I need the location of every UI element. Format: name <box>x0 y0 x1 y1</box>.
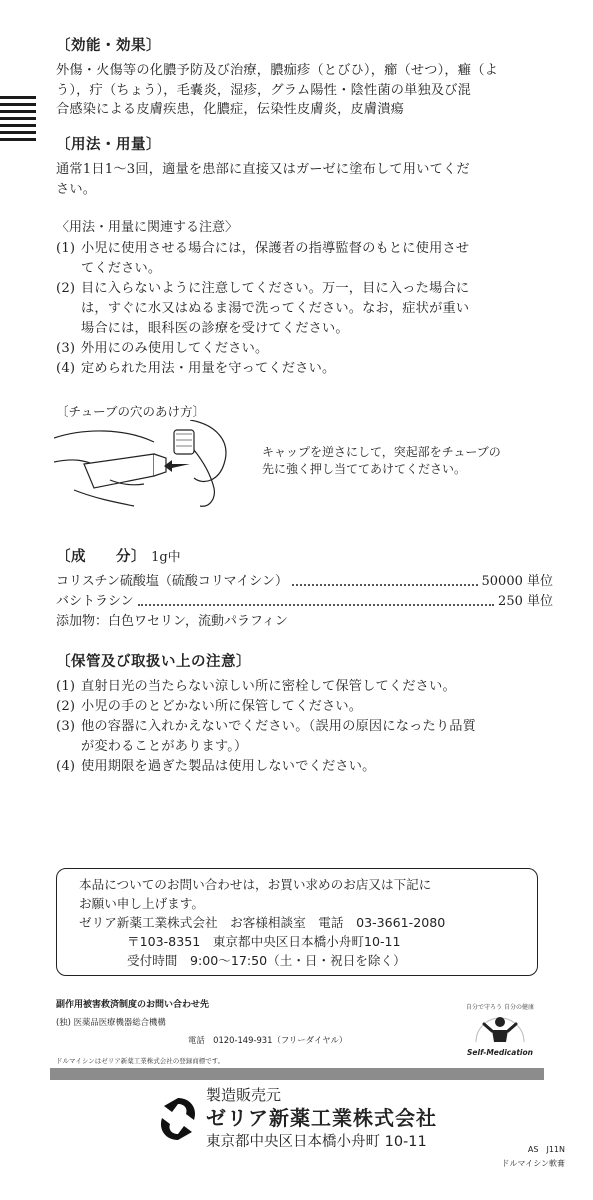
dosage-caution-item <box>56 339 553 359</box>
contact-line: 本品についてのお問い合わせは，お買い求めのお店又は下記に <box>79 877 432 892</box>
item-text: 直射日光の当たらない涼しい所に密栓して保管してください。 <box>81 679 456 694</box>
item-number: (3) <box>56 719 76 734</box>
relief-system-block <box>56 997 347 1065</box>
item-line: 目に入らないように注意してください。万一，目に入った場合に <box>81 281 470 296</box>
ingredients-heading: 〔成 分〕 <box>56 549 146 565</box>
item-line: が変わることがあります。） <box>81 739 248 754</box>
item-number: (4) <box>56 759 76 774</box>
self-medication-logo <box>462 1002 538 1062</box>
effects-line: 外傷・火傷等の化膿予防及び治療，膿痂疹（とびひ），癤（せつ），癰（よ <box>56 63 498 78</box>
zeria-logo-icon <box>156 1094 200 1144</box>
ingredient-name: バシトラシン <box>56 594 134 609</box>
item-number: (2) <box>56 281 76 296</box>
item-text: 小児の手のとどかない所に保管してください。 <box>81 699 363 714</box>
contact-line: 〒103-8351 東京都中央区日本橋小舟町10-11 <box>127 934 401 949</box>
effects-text <box>56 61 553 120</box>
product-code: AS J11N <box>527 1145 565 1154</box>
dosage-caution-item <box>56 359 553 379</box>
divider-bar <box>50 1068 544 1080</box>
dosage-caution-item <box>56 239 553 279</box>
effects-heading: 〔効能・効果〕 <box>56 38 161 54</box>
item-line: 小児に使用させる場合には，保護者の指導監督のもとに使用させ <box>81 241 470 256</box>
dosage-section <box>56 133 553 199</box>
item-number: (1) <box>56 679 76 694</box>
trademark-note: ドルマイシンはゼリア新薬工業株式会社の登録商標です。 <box>56 1057 225 1065</box>
item-line: は，すぐに水又はぬるま湯で洗ってください。なお，症状が重い <box>81 301 470 316</box>
dosage-line: さい。 <box>56 181 97 197</box>
relief-title: 副作用被害救済制度のお問い合わせ先 <box>56 1000 210 1010</box>
leader-dots <box>292 572 478 586</box>
ingredient-row <box>56 592 553 612</box>
self-medication-caption: Self-Medication <box>467 1048 533 1057</box>
dosage-caution-section <box>56 218 553 379</box>
item-text <box>81 717 553 757</box>
relief-org: (独) 医薬品医療機器総合機構 <box>56 1017 166 1027</box>
additives-line: 添加物：白色ワセリン，流動パラフィン <box>56 614 288 629</box>
item-text <box>81 239 553 279</box>
storage-item <box>56 757 553 777</box>
storage-item <box>56 697 553 717</box>
storage-heading: 〔保管及び取扱い上の注意〕 <box>56 654 251 670</box>
item-line: てください。 <box>81 261 162 276</box>
ingredient-value: 250 単位 <box>498 594 553 609</box>
tube-instruction-text <box>262 444 501 478</box>
dosage-line: 通常1日1〜3回，適量を患部に直接又はガーゼに塗布して用いてくだ <box>56 162 470 177</box>
tube-heading: 〔チューブの穴のあけ方〕 <box>56 404 206 419</box>
maker-role: 製造販売元 <box>206 1086 282 1104</box>
effects-line: う），疔（ちょう），毛嚢炎，湿疹，グラム陽性・陰性菌の単独及び混 <box>56 82 472 98</box>
ingredient-row <box>56 572 553 592</box>
effects-section <box>56 34 553 120</box>
ingredient-value: 50000 単位 <box>481 574 553 589</box>
item-number: (3) <box>56 341 76 356</box>
ingredients-unit: 1g中 <box>151 550 181 565</box>
self-medication-figure-icon <box>462 1002 538 1050</box>
side-index-bars <box>0 96 36 145</box>
item-number: (4) <box>56 361 76 376</box>
dosage-heading: 〔用法・用量〕 <box>56 137 161 153</box>
product-name: ドルマイシン軟膏 <box>501 1159 565 1168</box>
dosage-caution-heading: 〈用法・用量に関連する注意〉 <box>56 220 239 235</box>
leader-dots <box>138 592 494 606</box>
self-medication-arc-text: 自分で守ろう 自分の健康 <box>466 1004 534 1011</box>
effects-line: 合感染による皮膚疾患，化膿症，伝染性皮膚炎，皮膚潰瘍 <box>56 102 405 117</box>
tube-line: キャップを逆さにして，突起部をチューブの <box>262 445 501 459</box>
item-text: 外用にのみ使用してください。 <box>81 341 269 356</box>
storage-item <box>56 677 553 697</box>
item-text <box>81 279 553 339</box>
item-text: 使用期限を過ぎた製品は使用しないでください。 <box>81 759 376 774</box>
contact-line: ゼリア新薬工業株式会社 お客様相談室 電話 03-3661-2080 <box>79 915 446 930</box>
maker-address: 東京都中央区日本橋小舟町 10-11 <box>206 1134 427 1150</box>
item-line: 場合には，眼科医の診療を受けてください。 <box>81 321 349 336</box>
item-text: 定められた用法・用量を守ってください。 <box>81 361 336 376</box>
contact-line: お願い申し上げます。 <box>79 896 204 911</box>
dosage-caution-item <box>56 279 553 339</box>
product-code-block <box>501 1143 565 1171</box>
storage-section <box>56 650 553 777</box>
item-line: 他の容器に入れかえないでください。（誤用の原因になったり品質 <box>81 719 477 734</box>
tube-opening-illustration <box>54 420 254 512</box>
dosage-text <box>56 160 553 199</box>
maker-company: ゼリア新薬工業株式会社 <box>206 1106 437 1130</box>
contact-box <box>56 868 538 976</box>
ingredients-section <box>56 545 553 632</box>
tube-line: 先に強く押し当ててあけてください。 <box>262 462 467 476</box>
contact-line: 受付時間 9:00〜17:50（土・日・祝日を除く） <box>127 953 406 968</box>
item-number: (2) <box>56 699 76 714</box>
item-number: (1) <box>56 241 76 256</box>
storage-item <box>56 717 553 757</box>
ingredient-name: コリスチン硫酸塩（硫酸コリマイシン） <box>56 574 288 589</box>
relief-phone: 電話 0120-149-931（フリーダイヤル） <box>188 1035 348 1045</box>
